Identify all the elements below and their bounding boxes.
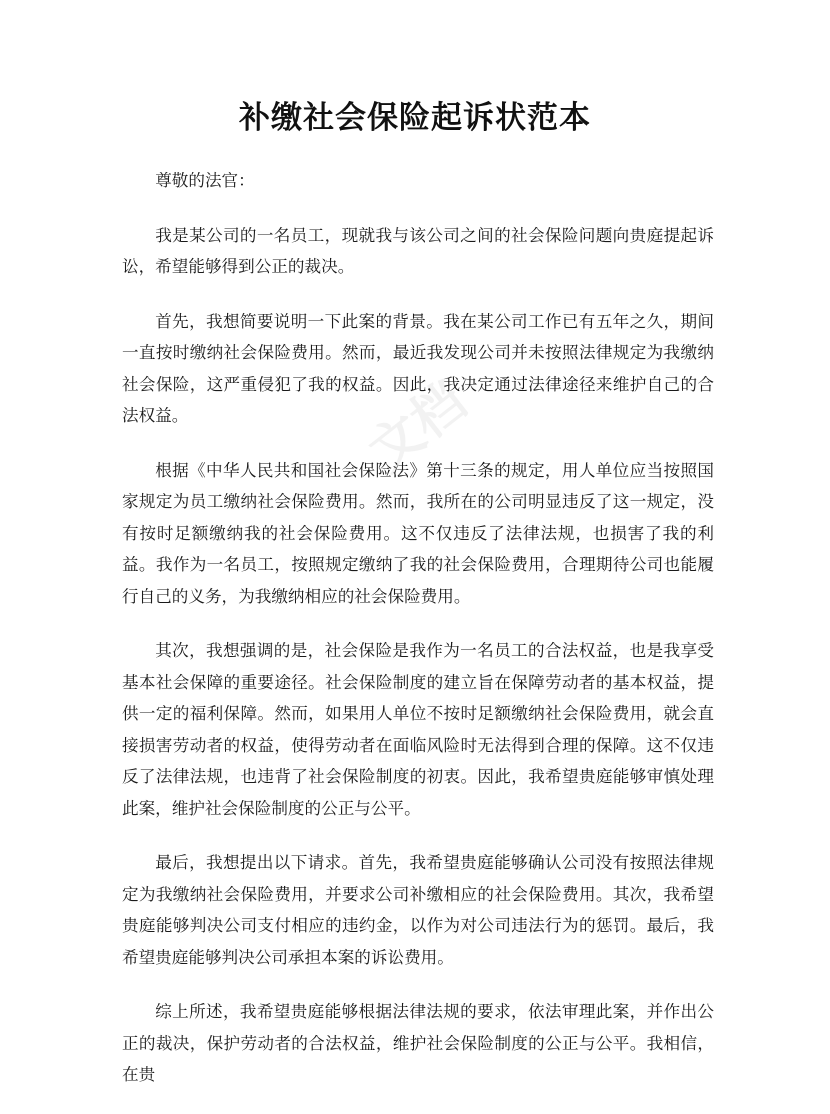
document-title: 补缴社会保险起诉状范本: [239, 100, 591, 136]
paragraph-legal-basis: 根据《中华人民共和国社会保险法》第十三条的规定，用人单位应当按照国家规定为员工缴纳社会保险费用。然而，我所在的公司明显违反了这一规定，没有按时足额缴纳我的社会保险费用。这不仅违反了法律法规，也损害了我的利益。我作为一名员工，按照规定缴纳了我的社会保险费用，合理期待公司也能履行自己的义务，为我缴纳相应的社会保险费用。: [122, 460, 714, 606]
paragraph-conclusion: 综上所述，我希望贵庭能够根据法律法规的要求，依法审理此案，并作出公正的裁决，保护劳动者的合法权益，维护社会保险制度的公正与公平。我相信，在贵: [122, 1002, 714, 1084]
paragraph-intro: 我是某公司的一名员工，现就我与该公司之间的社会保险问题向贵庭提起诉讼，希望能够得到公正的裁决。: [122, 225, 714, 276]
watermark: 文档: [358, 371, 478, 483]
salutation: 尊敬的法官：: [155, 171, 255, 190]
paragraph-emphasis: 其次，我想强调的是，社会保险是我作为一名员工的合法权益，也是我享受基本社会保障的重要途径。社会保险制度的建立旨在保障劳动者的基本权益，提供一定的福利保障。然而，如果用人单位不按时足额缴纳社会保险费用，就会直接损害劳动者的权益，使得劳动者在面临风险时无法得到合理的保障。这不仅违反了法律法规，也违背了社会保险制度的初衷。因此，我希望贵庭能够审慎处理此案，维护社会保险制度的公正与公平。: [122, 641, 714, 818]
paragraph-requests: 最后，我想提出以下请求。首先，我希望贵庭能够确认公司没有按照法律规定为我缴纳社会保险费用，并要求公司补缴相应的社会保险费用。其次，我希望贵庭能够判决公司支付相应的违约金，以作为对公司违法行为的惩罚。最后，我希望贵庭能够判决公司承担本案的诉讼费用。: [122, 853, 714, 967]
paragraph-background: 首先，我想简要说明一下此案的背景。我在某公司工作已有五年之久，期间一直按时缴纳社会保险费用。然而，最近我发现公司并未按照法律规定为我缴纳社会保险，这严重侵犯了我的权益。因此，我决定通过法律途径来维护自己的合法权益。: [122, 311, 714, 425]
document-body: [122, 165, 714, 1114]
